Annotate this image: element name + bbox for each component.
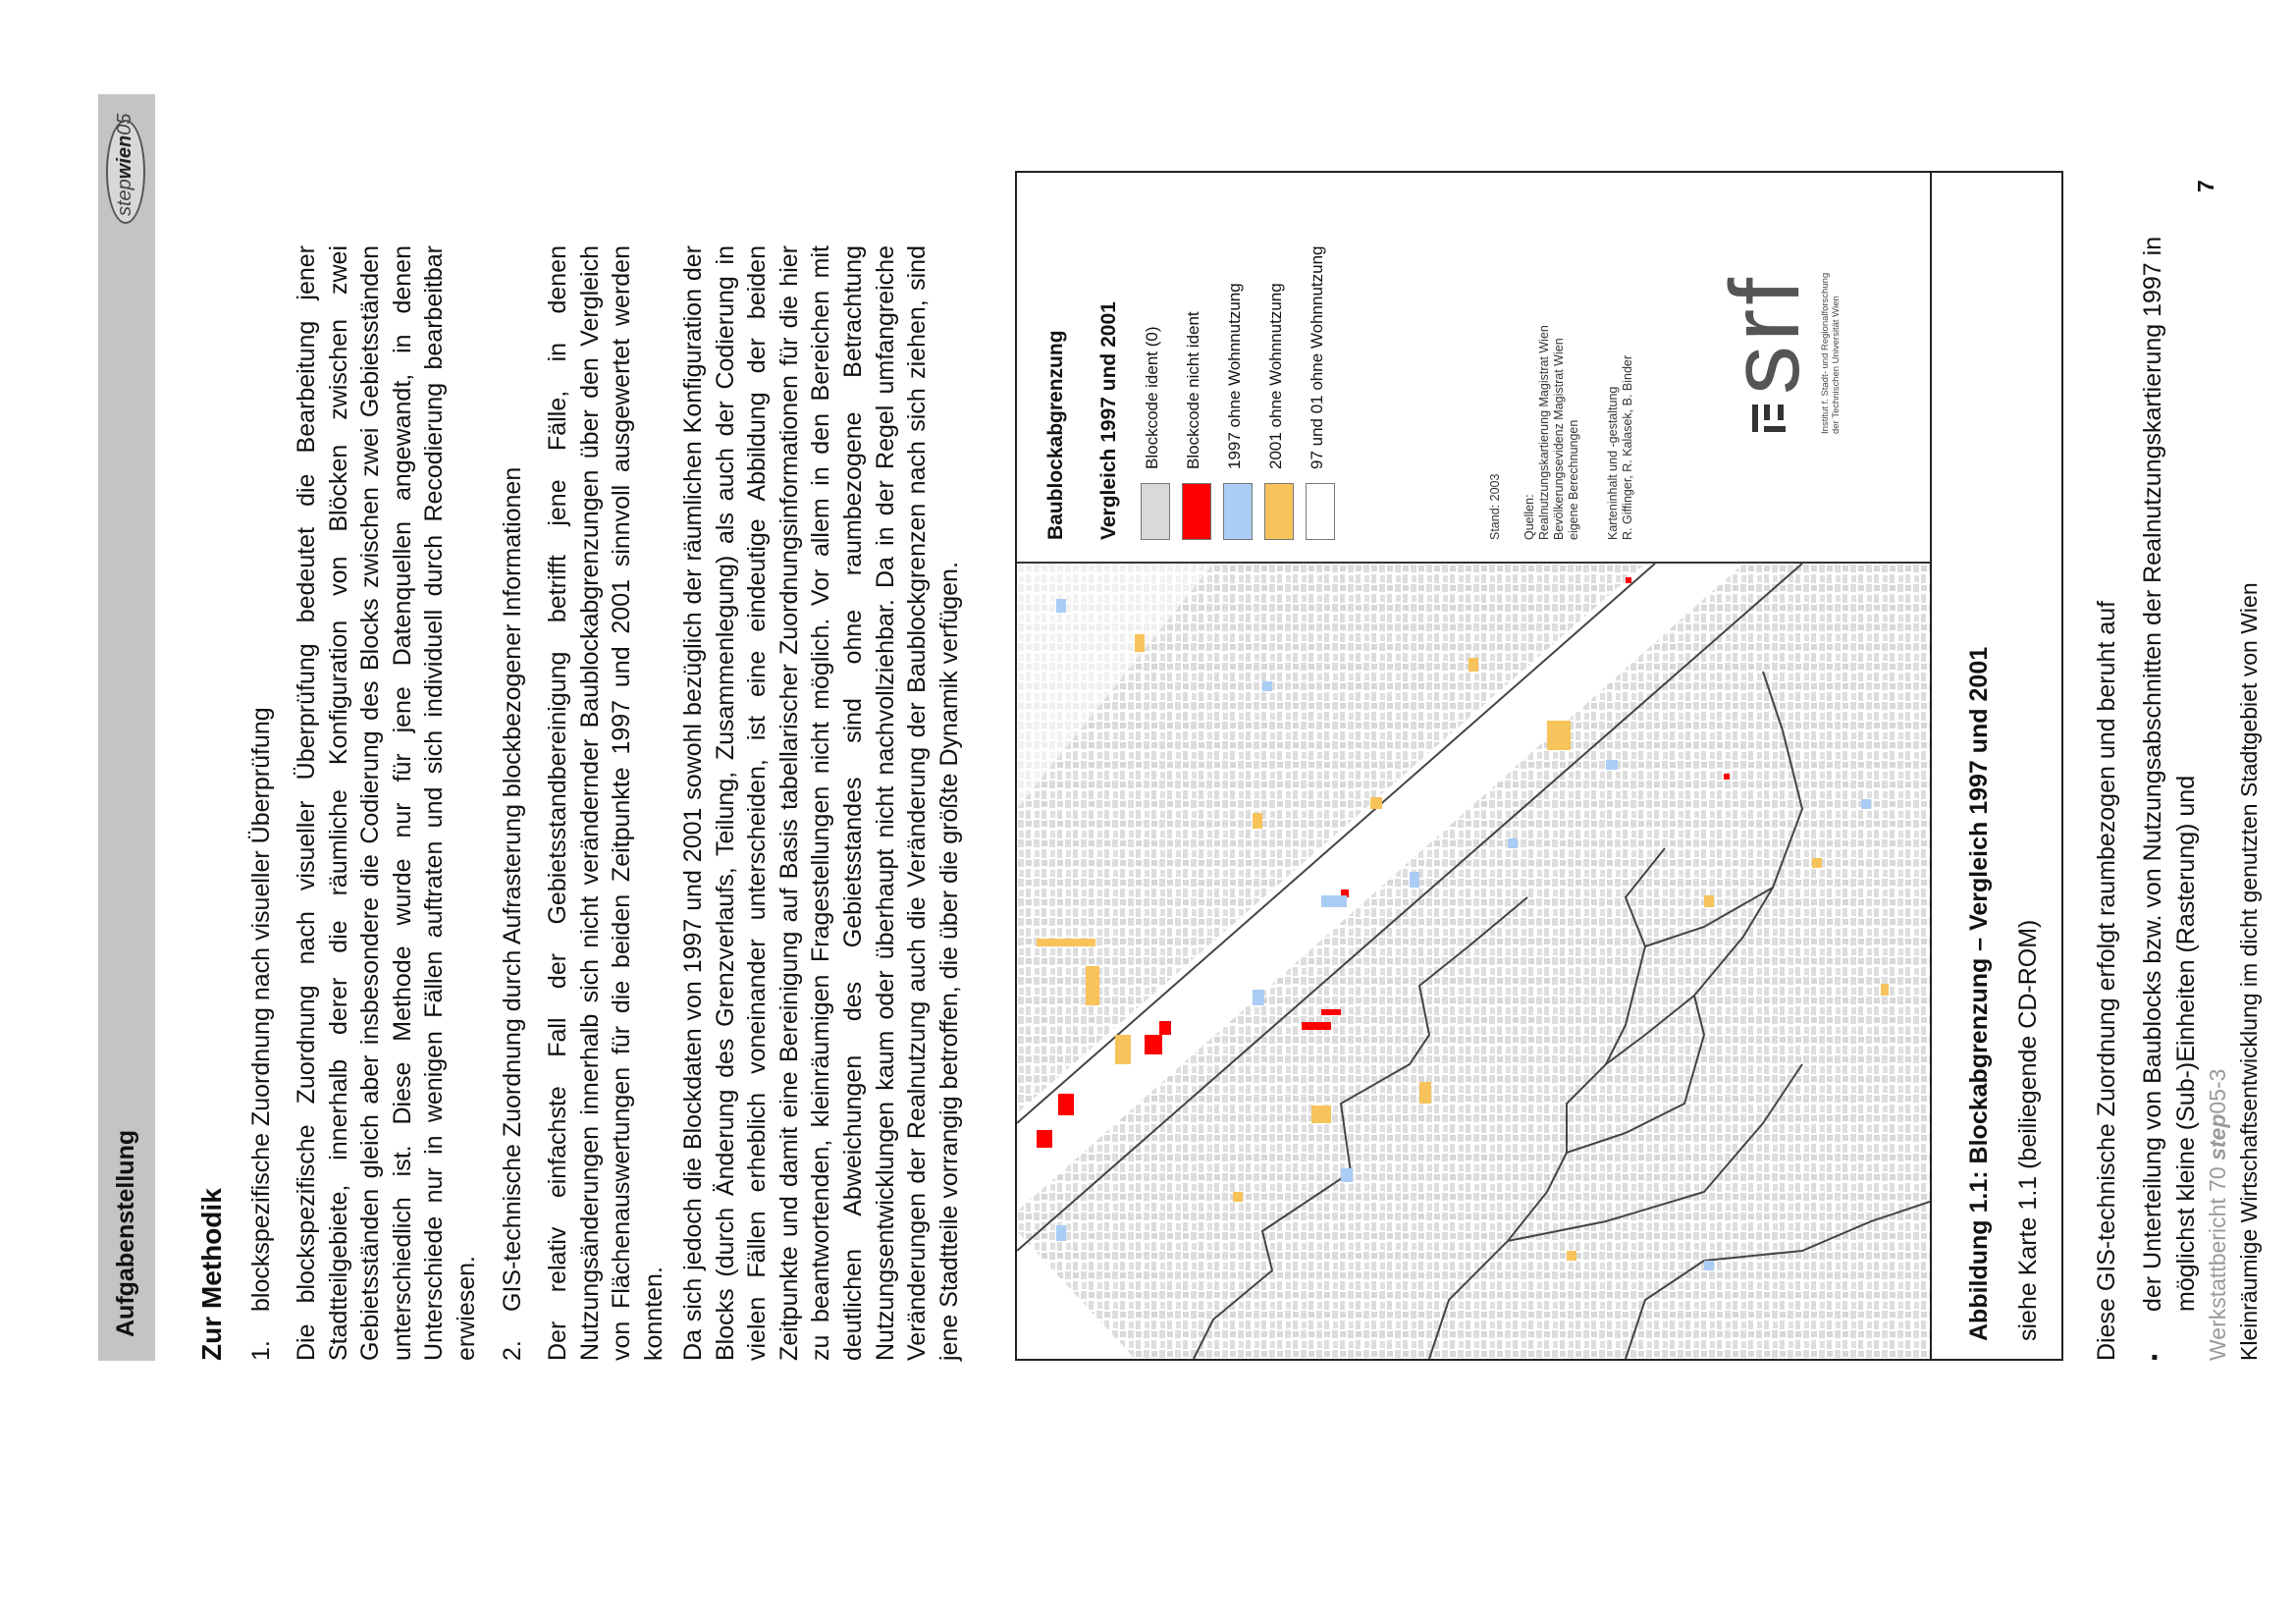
footer-report bbox=[2205, 1069, 2231, 1361]
map-legend bbox=[1017, 173, 1930, 562]
logo-suffix: 05 bbox=[114, 113, 135, 135]
figure-map-frame bbox=[1015, 171, 1932, 1361]
credits-names: R. Giffinger, R. Kalasek, B. Binder bbox=[1621, 354, 1634, 540]
figure-caption-frame bbox=[1930, 171, 2063, 1361]
paragraph-item2-1: Der relativ einfachste Fall der Gebietsstandbereinigung betrifft jene Fälle, in denen Nutzungsänderungen innerhalb sich nicht verändernder Baublockabgrenzungen über den Vergleich von Flächenauswertungen für die beiden Zeitpunkte 1997 und 2001 sinnvoll ausgewertet werden konnten. bbox=[544, 245, 667, 1361]
list-number-1: 1. bbox=[247, 1340, 275, 1361]
page-number: 7 bbox=[2193, 180, 2218, 192]
legend-item-3 bbox=[1264, 187, 1304, 540]
bullet-text: der Unterteilung von Baublocks bzw. von Nutzungsabschnitten der Realnutzungskartierung 1997 in möglichst kleine (Sub-)Einheiten (Rasterung) und bbox=[2139, 236, 2200, 1312]
logo-text bbox=[114, 113, 136, 216]
intro-sentence: Diese GIS-technische Zuordnung erfolgt raumbezogen und beruht auf bbox=[2093, 600, 2120, 1361]
logo-prefix: step bbox=[114, 179, 135, 216]
sources-label: Quellen: bbox=[1522, 494, 1536, 540]
method-heading: Zur Methodik bbox=[196, 1188, 227, 1361]
legend-sources bbox=[1522, 325, 1581, 540]
figure-caption-title: Abbildung 1.1: Blockabgrenzung – Vergleich 1997 und 2001 bbox=[1965, 646, 1993, 1341]
legend-stand: Stand: 2003 bbox=[1488, 473, 1502, 540]
legend-item-0 bbox=[1141, 187, 1180, 540]
legend-item-1 bbox=[1182, 187, 1221, 540]
section-title: Aufgabenstellung bbox=[112, 1129, 139, 1337]
footer-subtitle: Kleinräumige Wirtschaftsentwicklung im dicht genutzten Stadtgebiet von Wien bbox=[2236, 582, 2262, 1361]
legend-item-4 bbox=[1306, 187, 1345, 540]
srf-logo-text: srf bbox=[1710, 273, 1820, 395]
legend-label-2: 1997 ohne Wohnnutzung bbox=[1225, 283, 1244, 469]
srf-mark-icon bbox=[1748, 403, 1807, 434]
paragraph-item2-2: Da sich jedoch die Blockdaten von 1997 und 2001 sowohl bezüglich der räumlichen Konfiguration der Blocks (durch Änderung des Grenzverlaufs, Teilung, Zusammenlegung) als auch der Codierung in vielen Fällen erheblich voneinander unterscheiden, ist eine eindeutige Abbildung der beiden Zeitpunkte und damit eine Bereinigung auf Basis tabellarischer Zuordnungsinformationen für die hier zu beantwortenden, kleinräumigen Fragestellungen nicht möglich. Vor allem in den Bereichen mit deutlichen Abweichungen des Gebietsstandes sind ohne raumbezogene Betrachtung Nutzungsentwicklungen kaum oder überhaupt nicht nachvollziehbar. Da in der Regel umfangreiche Veränderungen der Realnutzung auch die Veränderung der Baublockgrenzen nach sich ziehen, sind jene Stadtteile vorrangig betroffen, die über die größte Dynamik verfügen. bbox=[679, 245, 963, 1361]
legend-swatch-0 bbox=[1141, 483, 1170, 540]
footer-report-prefix: Werkstattbericht 70 bbox=[2205, 1160, 2230, 1361]
legend-swatch-1 bbox=[1182, 483, 1211, 540]
legend-title: Baublockabgrenzung bbox=[1044, 330, 1067, 540]
legend-subtitle: Vergleich 1997 und 2001 bbox=[1097, 301, 1120, 540]
source-1: Realnutzungskartierung Magistrat Wien bbox=[1537, 325, 1551, 540]
block-map-svg bbox=[1017, 564, 1930, 1359]
institute-name bbox=[1820, 273, 1842, 434]
footer-report-brand: step bbox=[2205, 1113, 2230, 1160]
list-item-2-title: GIS-technische Zuordnung durch Aufrasterung blockbezogener Informationen bbox=[499, 466, 526, 1312]
legend-swatch-3 bbox=[1264, 483, 1294, 540]
legend-label-1: Blockcode nicht ident bbox=[1184, 311, 1202, 469]
legend-item-2 bbox=[1223, 187, 1262, 540]
institute-line-1: Institut f. Stadt- und Regionalforschung bbox=[1820, 272, 1831, 434]
institute-line-2: der Technischen Universität Wien bbox=[1831, 296, 1842, 434]
logo-brand: wien bbox=[114, 135, 135, 180]
block-map bbox=[1017, 562, 1930, 1359]
paragraph-item1: Die blockspezifische Zuordnung nach visueller Überprüfung bedeutet die Bearbeitung jener Stadtteilgebiete, innerhalb derer die räumliche Konfiguration von Blöcken zwischen zwei Gebietsständen gleich aber insbesondere die Codierung des Blocks zwischen zwei Gebietsständen unterschiedlich ist. Diese Methode wurde nur für jene Datenquellen angewandt, in denen Unterschiede nur in wenigen Fällen auftraten und sich individuell durch Recodierung bearbeitbar erwiesen. bbox=[293, 245, 480, 1361]
credits-label: Karteninhalt und -gestaltung bbox=[1606, 386, 1620, 540]
legend-label-0: Blockcode ident (0) bbox=[1143, 326, 1161, 469]
source-3: eigene Berechnungen bbox=[1567, 419, 1580, 540]
list-item-1-title: blockspezifische Zuordnung nach visueller Überprüfung bbox=[247, 707, 275, 1312]
legend-swatch-2 bbox=[1223, 483, 1253, 540]
source-2: Bevölkerungsevidenz Magistrat Wien bbox=[1552, 338, 1566, 540]
bullet-marker: ▪ bbox=[2144, 1353, 2165, 1361]
list-number-2: 2. bbox=[499, 1340, 526, 1361]
stepwien-logo bbox=[98, 94, 155, 245]
legend-label-4: 97 und 01 ohne Wohnnutzung bbox=[1308, 245, 1326, 469]
srf-logo bbox=[1709, 179, 1842, 434]
footer-report-suffix: 05-3 bbox=[2205, 1068, 2230, 1114]
section-header-bar bbox=[98, 245, 155, 1361]
legend-credits bbox=[1606, 355, 1635, 540]
legend-swatch-4 bbox=[1306, 483, 1335, 540]
legend-label-3: 2001 ohne Wohnnutzung bbox=[1266, 283, 1285, 469]
figure-caption-sub: siehe Karte 1.1 (beiliegende CD-ROM) bbox=[2014, 919, 2042, 1341]
